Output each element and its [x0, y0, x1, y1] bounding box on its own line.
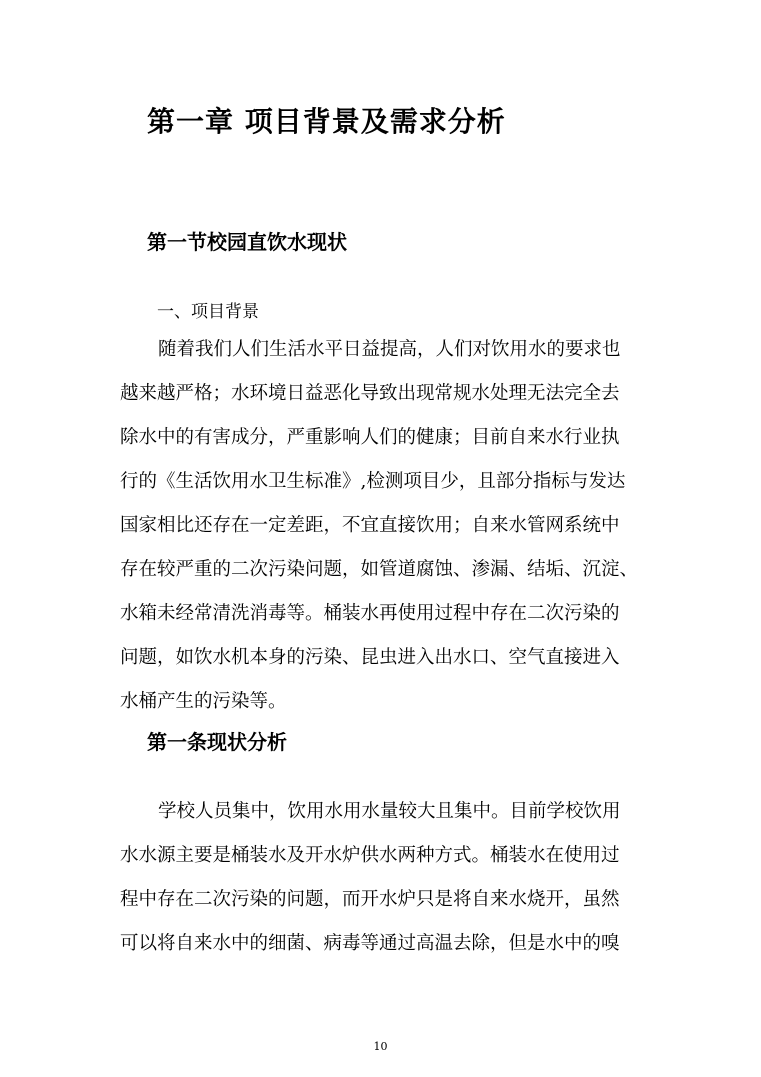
paragraph-line: 问题，如饮水机本身的污染、昆虫进入出水口、空气直接进入 — [120, 647, 620, 668]
paragraph-status-analysis — [120, 790, 640, 966]
paragraph-line: 除水中的有害成分，严重影响人们的健康；目前自来水行业执 — [120, 427, 620, 448]
section-title: 第一节校园直饮水现状 — [147, 230, 347, 254]
chapter-title: 第一章 项目背景及需求分析 — [147, 105, 506, 138]
paragraph-background — [120, 328, 640, 724]
paragraph-line: 可以将自来水中的细菌、病毒等通过高温去除，但是水中的嗅 — [120, 933, 620, 954]
paragraph-line: 水水源主要是桶装水及开水炉供水两种方式。桶装水在使用过 — [120, 845, 620, 866]
paragraph-line: 越来越严格；水环境日益恶化导致出现常规水处理无法完全去 — [120, 383, 620, 404]
paragraph-line: 随着我们人们生活水平日益提高，人们对饮用水的要求也 — [158, 339, 621, 360]
paragraph-line: 行的《生活饮用水卫生标准》,检测项目少，且部分指标与发达 — [120, 471, 626, 492]
paragraph-line: 学校人员集中，饮用水用水量较大且集中。目前学校饮用 — [158, 801, 621, 822]
paragraph-line: 水桶产生的污染等。 — [120, 691, 287, 712]
paragraph-line: 存在较严重的二次污染问题，如管道腐蚀、渗漏、结垢、沉淀、 — [120, 559, 639, 580]
article-title: 第一条现状分析 — [147, 730, 287, 754]
paragraph-line: 水箱未经常清洗消毒等。桶装水再使用过程中存在二次污染的 — [120, 603, 620, 624]
paragraph-line: 程中存在二次污染的问题，而开水炉只是将自来水烧开，虽然 — [120, 889, 620, 910]
page-number: 10 — [373, 1040, 388, 1053]
paragraph-line: 国家相比还存在一定差距，不宜直接饮用；自来水管网系统中 — [120, 515, 620, 536]
subsection-title: 一、项目背景 — [157, 302, 259, 322]
